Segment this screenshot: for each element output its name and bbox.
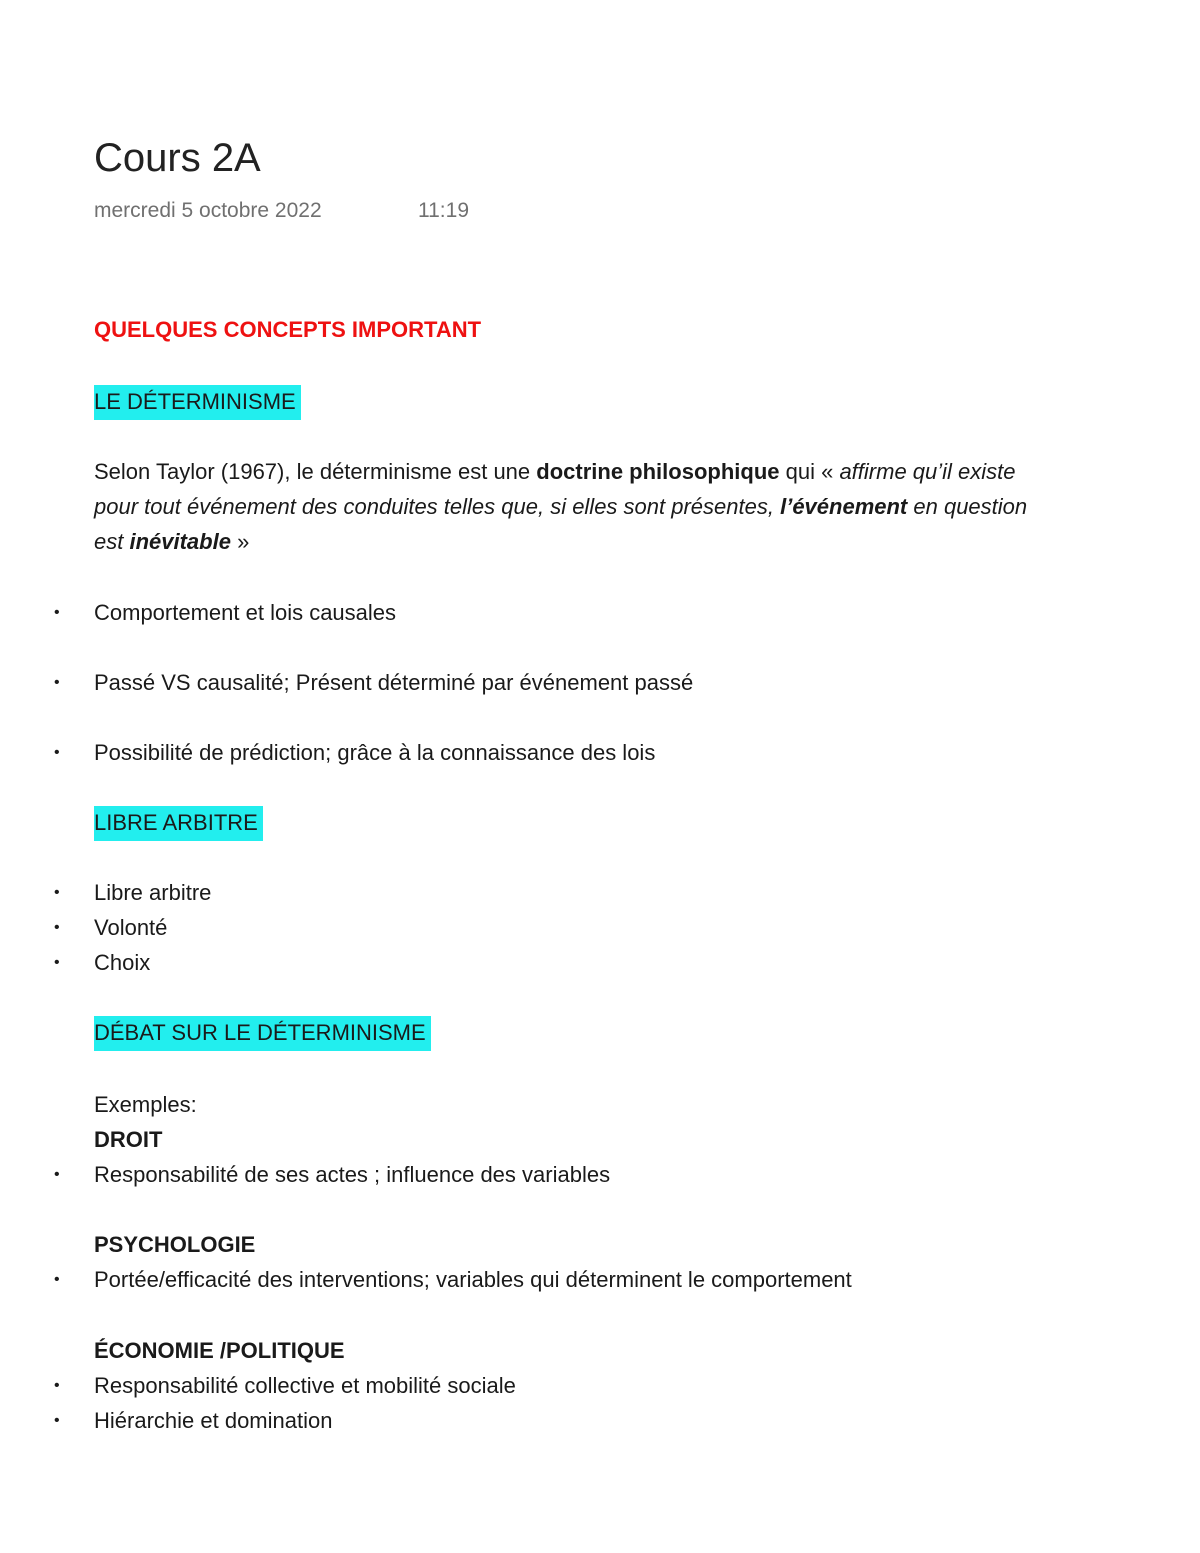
main-heading: QUELQUES CONCEPTS IMPORTANT [94, 317, 482, 342]
bullet-icon: • [54, 954, 60, 971]
list-item-text: Passé VS causalité; Présent déterminé par événement passé [94, 670, 694, 695]
text-run: qui « [779, 459, 840, 484]
list-item-text: Possibilité de prédiction; grâce à la connaissance des lois [94, 740, 656, 765]
text-run-italic: pour tout événement des conduites telles que, si elles sont présentes, [94, 494, 781, 519]
list-item-text: Responsabilité de ses actes ; influence des variables [94, 1162, 611, 1187]
page-title: Cours 2A [94, 136, 261, 180]
section-heading-determinisme: LE DÉTERMINISME [94, 385, 301, 420]
text-run-bold-italic: l’événement [780, 494, 908, 519]
paragraph-line-1 [94, 454, 1016, 489]
subheading-psychologie: PSYCHOLOGIE [94, 1232, 256, 1257]
paragraph-line-2 [94, 489, 1027, 524]
paragraph-line-3 [94, 524, 249, 559]
page-date: mercredi 5 octobre 2022 [94, 199, 322, 222]
bullet-icon: • [54, 884, 60, 901]
text-run-bold: doctrine philosophique [536, 459, 780, 484]
bullet-icon: • [54, 1271, 60, 1288]
bullet-icon: • [54, 604, 60, 621]
section-heading-debat: DÉBAT SUR LE DÉTERMINISME [94, 1016, 431, 1051]
text-run: Selon Taylor (1967), le déterminisme est une [94, 459, 537, 484]
bullet-icon: • [54, 1377, 60, 1394]
examples-label: Exemples: [94, 1092, 197, 1117]
bullet-icon: • [54, 1166, 60, 1183]
text-run-italic: est [94, 529, 130, 554]
text-run: » [230, 529, 250, 554]
list-item-text: Libre arbitre [94, 880, 212, 905]
text-run-italic: affirme qu’il existe [839, 459, 1016, 484]
list-item-text: Volonté [94, 915, 168, 940]
page-time: 11:19 [418, 199, 469, 222]
bullet-icon: • [54, 1412, 60, 1429]
list-item-text: Portée/efficacité des interventions; variables qui déterminent le comportement [94, 1267, 852, 1292]
bullet-icon: • [54, 674, 60, 691]
section-heading-libre-arbitre: LIBRE ARBITRE [94, 806, 263, 841]
subheading-economie-politique: ÉCONOMIE /POLITIQUE [94, 1338, 345, 1363]
bullet-icon: • [54, 919, 60, 936]
list-item-text: Comportement et lois causales [94, 600, 397, 625]
list-item-text: Choix [94, 950, 151, 975]
text-run-bold-italic: inévitable [129, 529, 231, 554]
list-item-text: Hiérarchie et domination [94, 1408, 333, 1433]
bullet-icon: • [54, 744, 60, 761]
subheading-droit: DROIT [94, 1127, 163, 1152]
list-item-text: Responsabilité collective et mobilité sociale [94, 1373, 516, 1398]
text-run-italic: en question [907, 494, 1028, 519]
